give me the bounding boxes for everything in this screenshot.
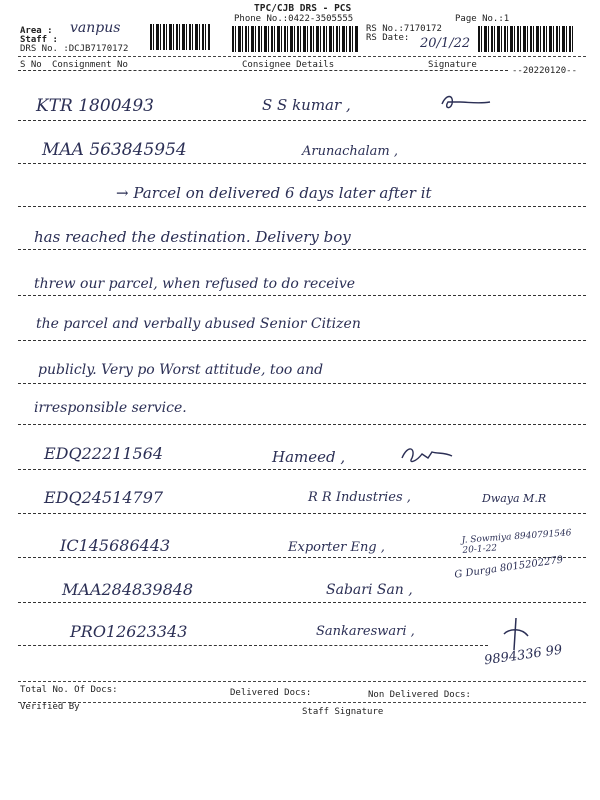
footer-divider [18, 702, 586, 703]
row-line [18, 557, 586, 558]
consignee-name: S S kumar , [262, 96, 351, 114]
row-line [18, 513, 586, 514]
consignment-number: MAA284839848 [62, 580, 194, 599]
consignee-name: Hameed , [272, 448, 346, 466]
note-line: threw our parcel, when refused to do receive [34, 276, 356, 292]
signature-handwritten: Dwaya M.R [482, 492, 547, 505]
signature-mark [398, 442, 458, 468]
drs-number: DRS No. :DCJB7170172 [20, 44, 129, 54]
rs-date-label: RS Date: [366, 33, 410, 43]
row-line [18, 340, 586, 341]
note-line: publicly. Very po Worst attitude, too and [38, 362, 324, 378]
note-line: has reached the destination. Delivery boy [34, 228, 351, 246]
note-line: → Parcel on delivered 6 days later after it [116, 184, 432, 202]
consignment-number: EDQ22211564 [44, 444, 164, 463]
note-line: the parcel and verbally abused Senior Citizen [36, 316, 361, 332]
rs-number: RS No.:7170172 [366, 24, 442, 34]
signature-handwritten: G Durga 8015202279 [453, 554, 564, 581]
row-line [18, 645, 488, 646]
col-consignment: Consignment No [52, 60, 128, 70]
footer-divider [18, 681, 586, 682]
col-sno: S No [20, 60, 42, 70]
signature-handwritten: J. Sowmiya 8940791546 20-1-22 [461, 528, 572, 556]
signature-phone: 9894336 99 [483, 642, 564, 669]
rs-date-handwritten: 20/1/22 [420, 36, 471, 51]
consignment-number: KTR 1800493 [36, 96, 154, 116]
col-consignee: Consignee Details [242, 60, 335, 70]
row-line [18, 295, 586, 296]
page-number: Page No.:1 [455, 14, 510, 24]
phone-number: Phone No.:0422-3505555 [234, 14, 354, 24]
consignee-name: Sabari San , [326, 582, 413, 598]
row-line [18, 249, 586, 250]
row-line [18, 206, 586, 207]
document-title: TPC/CJB DRS - PCS [254, 3, 352, 14]
barcode-left [150, 24, 210, 50]
col-signature: Signature [428, 60, 477, 70]
col-date-code: --20220120-- [512, 66, 578, 76]
barcode-right [478, 26, 574, 52]
consignment-number: IC145686443 [60, 536, 171, 555]
area-label: Area : [20, 26, 53, 36]
staff-label: Staff : [20, 35, 58, 45]
consignee-name: Sankareswari , [316, 624, 415, 639]
note-line: irresponsible service. [34, 400, 187, 416]
consignment-number: PRO12623343 [70, 622, 188, 641]
consignee-name: Arunachalam , [302, 144, 399, 159]
column-header-divider [18, 70, 508, 71]
row-line [18, 602, 586, 603]
header-divider [18, 56, 586, 57]
verified-by-label: Verified By [20, 702, 80, 712]
non-delivered-docs-label: Non Delivered Docs: [368, 690, 471, 700]
consignee-name: Exporter Eng , [288, 540, 385, 555]
row-line [18, 163, 586, 164]
delivered-docs-label: Delivered Docs: [230, 688, 312, 698]
row-line [18, 120, 586, 121]
consignee-name: R R Industries , [308, 490, 411, 505]
row-line [18, 469, 586, 470]
total-docs-label: Total No. Of Docs: [20, 685, 118, 695]
area-handwritten: vanpus [70, 20, 121, 36]
row-line [18, 424, 586, 425]
barcode-center [232, 26, 358, 52]
staff-signature-label: Staff Signature [302, 707, 384, 717]
signature-mark [438, 90, 498, 116]
row-line [18, 383, 586, 384]
consignment-number: EDQ24514797 [44, 488, 164, 507]
consignment-number: MAA 563845954 [42, 140, 187, 160]
